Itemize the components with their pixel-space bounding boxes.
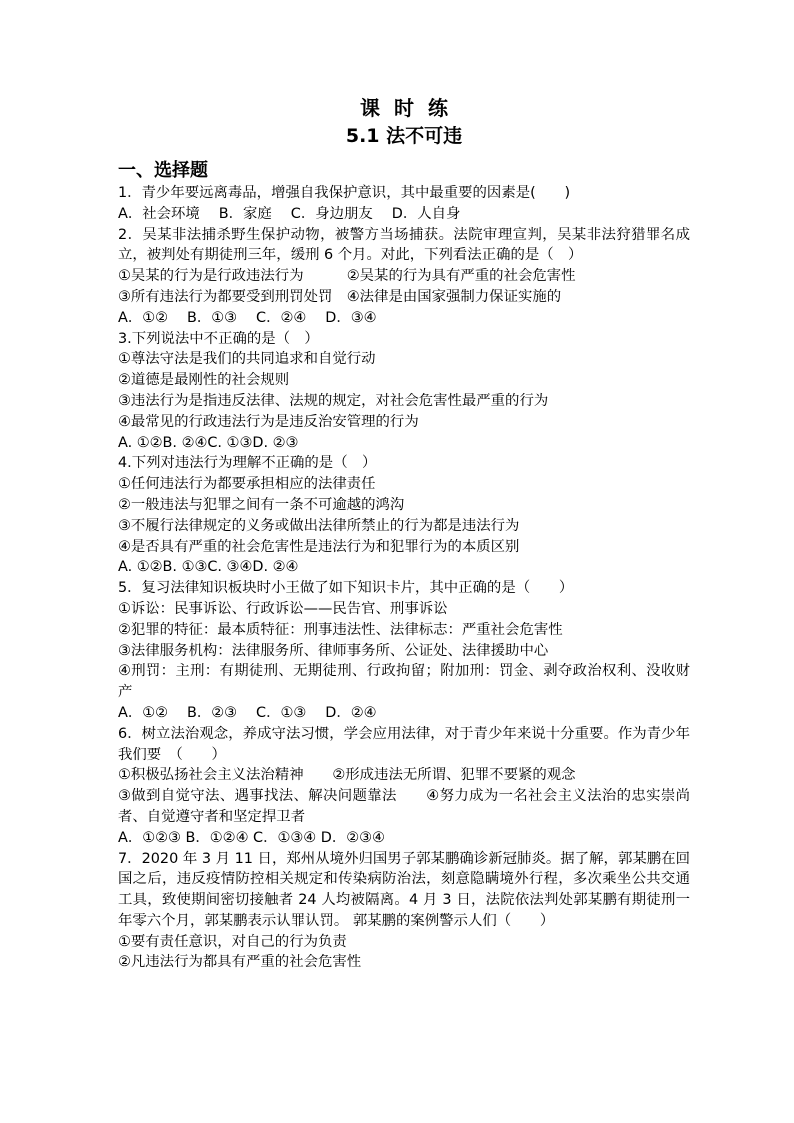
section-heading: 一、选择题 — [118, 160, 208, 181]
question-4-item: ①任何违法行为都要承担相应的法律责任 — [118, 476, 376, 493]
question-5-stem: 5．复习法律知识板块时小王做了如下知识卡片，其中正确的是（ ） — [118, 580, 574, 597]
question-4-item: ④是否具有严重的社会危害性是违法行为和犯罪行为的本质区别 — [118, 538, 520, 555]
question-5-item: ④刑罚：主刑：有期徒刑、无期徒刑、行政拘留；附加刑：罚金、剥夺政治权利、没收财产 — [118, 663, 690, 701]
question-5-item: ①诉讼：民事诉讼、行政诉讼——民告官、刑事诉讼 — [118, 600, 448, 617]
document-page — [118, 96, 690, 973]
question-4-options: A. ①②B. ①③C. ③④D. ②④ — [118, 559, 299, 576]
question-2-options: A．①② B．①③ C．②④ D．③④ — [118, 309, 377, 326]
question-4-item: ②一般违法与犯罪之间有一条不可逾越的鸿沟 — [118, 496, 405, 513]
question-2-stem: 2．吴某非法捕杀野生保护动物，被警方当场捕获。法院审理宣判，吴某非法狩猎罪名成立，被判处有期徒刑三年，缓刑 6 个月。对此，下列看法正确的是（ ） — [118, 226, 690, 264]
page-title: 课时练 — [360, 96, 462, 120]
question-7-item: ①要有责任意识，对自己的行为负责 — [118, 933, 347, 950]
question-6-item: ③做到自觉守法、遇事找法、解决问题靠法 ④努力成为一名社会主义法治的忠实崇尚者、自觉遵守者和坚定捍卫者 — [118, 788, 690, 825]
question-6-options: A．①②③ B．①②④ C．①③④ D．②③④ — [118, 829, 385, 846]
question-4-item: ③不履行法律规定的义务或做出法律所禁止的行为都是违法行为 — [118, 517, 520, 534]
question-5-options: A．①② B．②③ C．①③ D．②④ — [118, 704, 377, 721]
question-2-item: ③所有违法行为都要受到刑罚处罚 ④法律是由国家强制力保证实施的 — [118, 288, 562, 305]
question-1-stem: 1．青少年要远离毒品，增强自我保护意识，其中最重要的因素是( ) — [118, 185, 571, 201]
question-5-item: ③法律服务机构：法律服务所、律师事务所、公证处、法律援助中心 — [118, 642, 549, 659]
question-3-item: ④最常见的行政违法行为是违反治安管理的行为 — [118, 413, 419, 430]
question-3-stem: 3.下列说法中不正确的是（ ） — [118, 330, 319, 347]
question-6-item: ①积极弘扬社会主义法治精神 ②形成违法无所谓、犯罪不要紧的观念 — [118, 767, 576, 784]
question-7-item: ②凡违法行为都具有严重的社会危害性 — [118, 954, 362, 971]
question-3-item: ②道德是最刚性的社会规则 — [118, 372, 290, 389]
question-4-stem: 4.下列对违法行为理解不正确的是（ ） — [118, 455, 377, 472]
question-5-item: ②犯罪的特征：最本质特征：刑事违法性、法律标志：严重社会危害性 — [118, 621, 563, 638]
question-1-options: A．社会环境 B．家庭 C．身边朋友 D．人自身 — [118, 205, 461, 222]
question-2-item: ①吴某的行为是行政违法行为 ②吴某的行为具有严重的社会危害性 — [118, 268, 576, 285]
question-3-item: ①尊法守法是我们的共同追求和自觉行动 — [118, 351, 376, 368]
question-3-item: ③违法行为是指违反法律、法规的规定，对社会危害性最严重的行为 — [118, 392, 549, 409]
lesson-title: 5.1 法不可违 — [345, 125, 463, 147]
question-3-options: A. ①②B. ②④C. ①③D. ②③ — [118, 434, 299, 451]
question-6-stem: 6．树立法治观念，养成守法习惯，学会应用法律，对于青少年来说十分重要。作为青少年我们要 （ ） — [118, 725, 690, 763]
question-7-stem: 7．2020 年 3 月 11 日，郑州从境外归国男子郭某鹏确诊新冠肺炎。据了解，郭某鹏在回国之后，违反疫情防控相关规定和传染病防治法，刻意隐瞒境外行程，多次乘坐公共交通工具，致使期间密切接触者 24 人均被隔离。4 月 3 日，法院依法判处郭某鹏有期徒刑一年零六个月，郭某鹏表示认罪认罚。 郭某鹏的案例警示人们（ ） — [118, 850, 690, 929]
